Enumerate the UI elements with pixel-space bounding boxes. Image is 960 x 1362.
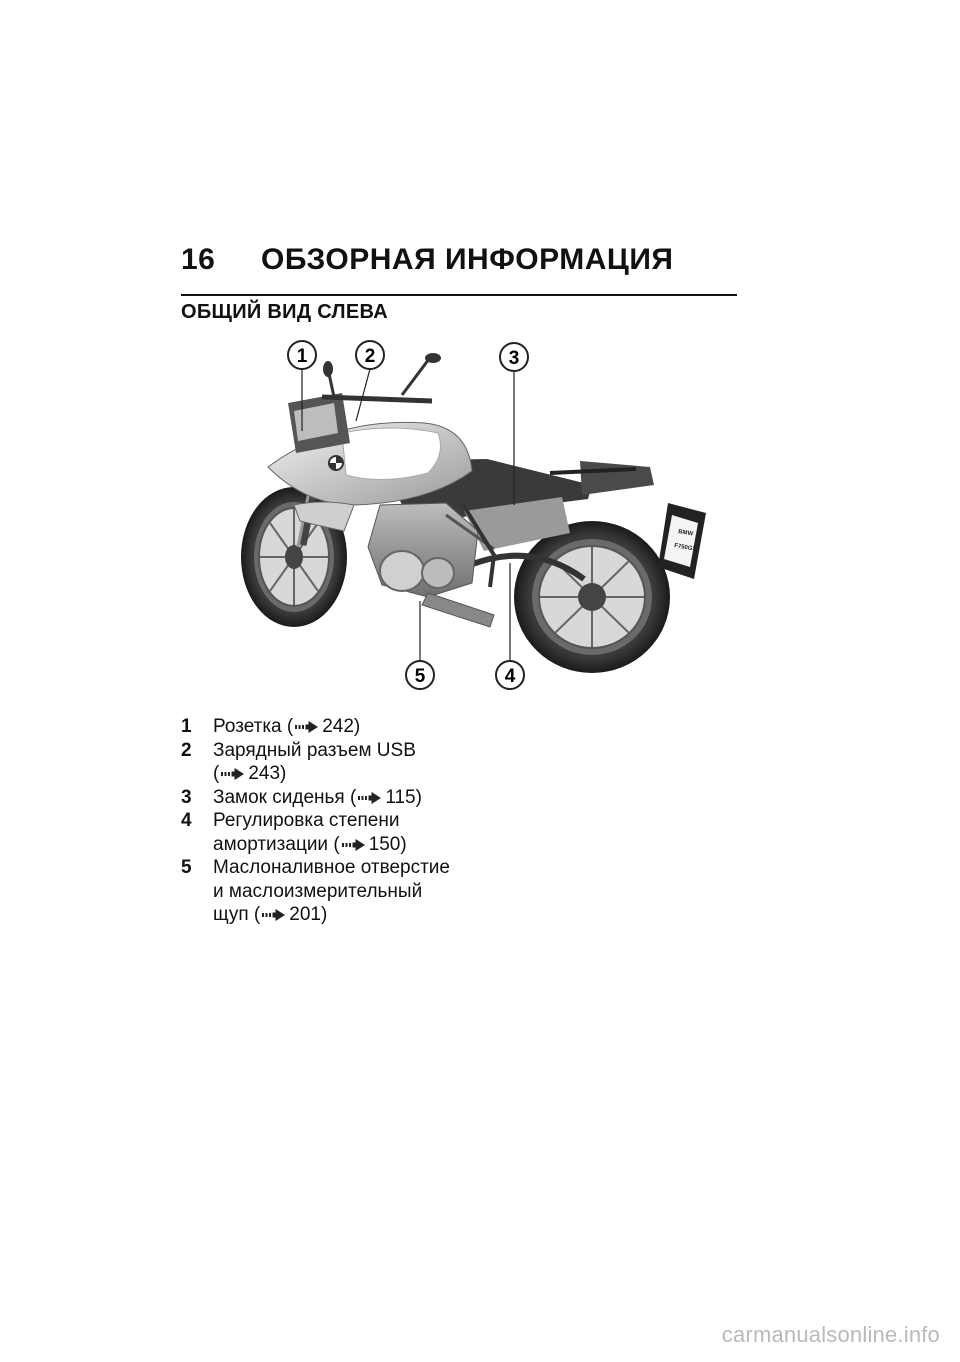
page-reference[interactable]: ( 201) <box>253 904 328 925</box>
page-header <box>181 243 737 279</box>
legend-item-3 <box>181 786 481 810</box>
chapter-title: ОБЗОРНАЯ ИНФОРМАЦИЯ <box>261 243 674 276</box>
page-ref-arrow-icon <box>221 767 245 781</box>
rear-wheel <box>514 521 670 673</box>
motorcycle-left-view-figure <box>232 335 708 697</box>
callout-2 <box>356 341 384 369</box>
plate-text-model: F750GS <box>673 543 697 553</box>
legend-item-text: амортизации <box>213 833 329 855</box>
page-ref-arrow-icon <box>358 791 382 805</box>
page-ref-arrow-icon <box>295 720 319 734</box>
legend-item-text: Замок сиденья <box>213 786 345 808</box>
page-ref-arrow-icon <box>342 838 366 852</box>
legend-item-number: 5 <box>181 857 192 878</box>
callout-label-5: 5 <box>414 666 426 687</box>
legend-item-number: 3 <box>181 786 192 808</box>
plate-text-brand: BMW <box>677 529 694 538</box>
legend-list <box>181 715 481 927</box>
legend-item-text: Зарядный разъем USB <box>213 739 416 761</box>
legend-item-text: Розетка <box>213 716 282 737</box>
legend-item-text: и маслоизмерительный <box>213 880 423 902</box>
callout-4 <box>496 661 524 689</box>
legend-item-number: 4 <box>181 810 192 831</box>
page-number: 16 <box>181 243 216 276</box>
page-reference[interactable]: ( 150) <box>333 833 407 855</box>
legend-item-text: щуп <box>213 904 249 925</box>
page-reference[interactable]: ( 115) <box>350 786 422 808</box>
page-reference[interactable]: ( 242) <box>286 716 361 737</box>
legend-item-number: 2 <box>181 739 192 761</box>
legend-item-text: Маслоналивное отверстие <box>213 857 450 878</box>
legend-item-text: Регулировка степени <box>213 810 400 831</box>
legend-item-2 <box>181 739 481 786</box>
callout-3 <box>500 343 528 371</box>
footer-watermark: carmanualsonline.info <box>721 1322 940 1347</box>
callout-5 <box>406 661 434 689</box>
page-ref-arrow-icon <box>262 908 286 922</box>
legend-item-1 <box>181 715 481 739</box>
page-reference[interactable]: ( 243) <box>213 763 287 784</box>
section-title: ОБЩИЙ ВИД СЛЕВА <box>181 301 388 323</box>
callout-label-3: 3 <box>508 348 520 369</box>
legend-item-5 <box>181 856 481 927</box>
legend-item-4 <box>181 809 481 856</box>
header-rule <box>181 294 737 296</box>
callout-1 <box>288 341 316 369</box>
callout-label-1: 1 <box>296 346 308 367</box>
callout-label-4: 4 <box>504 666 516 687</box>
callout-label-2: 2 <box>364 346 376 367</box>
legend-item-number: 1 <box>181 716 192 737</box>
